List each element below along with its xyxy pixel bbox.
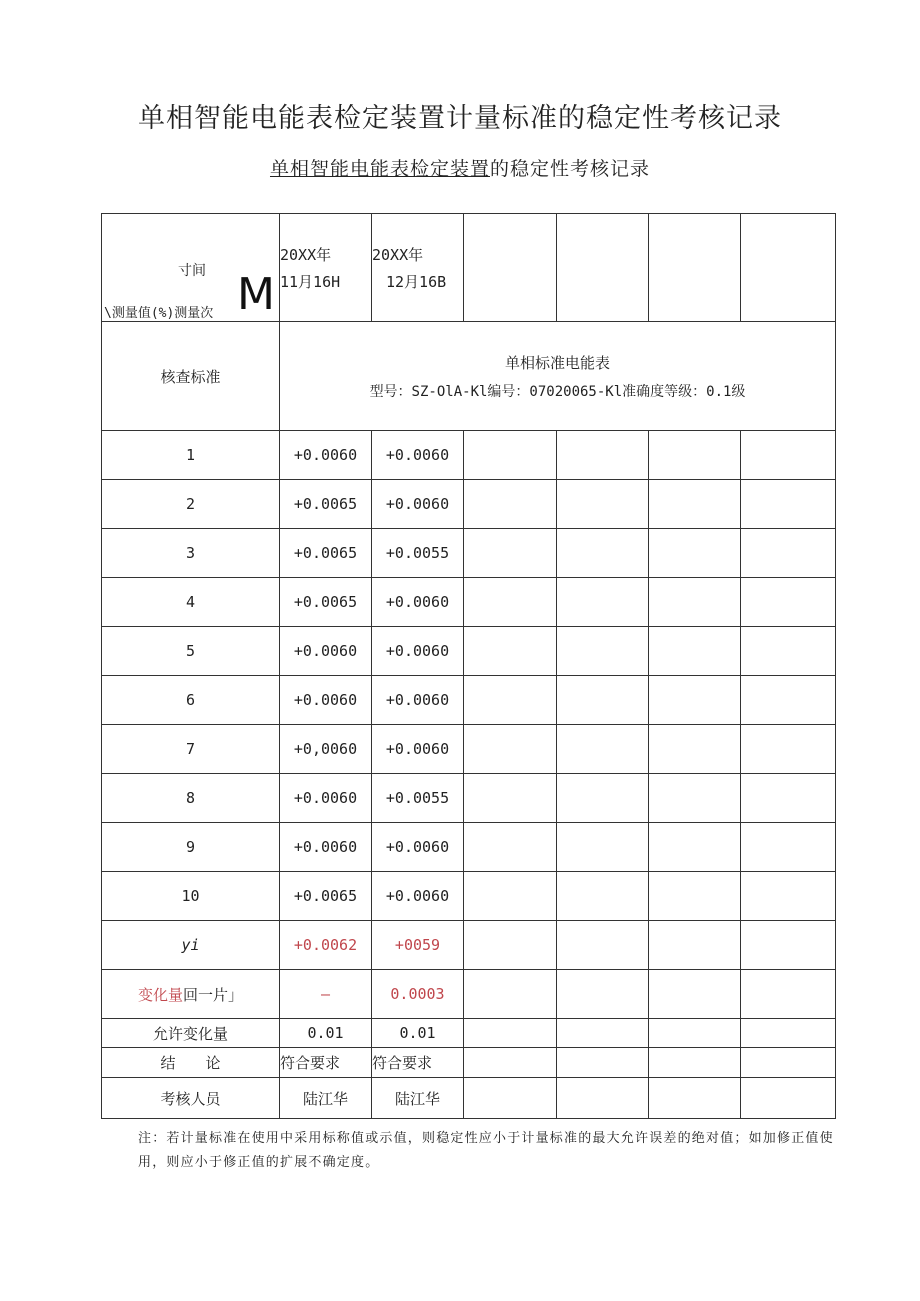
page-subtitle xyxy=(0,154,920,181)
row-number: 6 xyxy=(102,676,280,725)
value-cell: +0.0065 xyxy=(280,529,372,578)
date-cell-1 xyxy=(280,214,372,322)
change-value-2: 0.0003 xyxy=(372,970,464,1019)
value-cell: +0.0065 xyxy=(280,872,372,921)
value-cell: +0.0060 xyxy=(372,872,464,921)
table-row xyxy=(102,529,836,578)
value-cell: +0.0060 xyxy=(372,627,464,676)
footnote: 注：若计量标准在使用中采用标称值或示值，则稳定性应小于计量标准的最大允许误差的绝对值；如加修正值使用，则应小于修正值的扩展不确定度。 xyxy=(138,1131,834,1170)
standard-spec: 型号：SZ-OlA-Kl编号：07020065-Kl准确度等级：0.1级 xyxy=(369,383,746,400)
conclusion-value-1: 符合要求 xyxy=(280,1048,372,1078)
header-corner-cell xyxy=(102,214,280,322)
empty-cell xyxy=(741,214,836,322)
staff-row xyxy=(102,1078,836,1119)
mean-value-1: +0.0062 xyxy=(280,921,372,970)
row-number: 3 xyxy=(102,529,280,578)
value-cell: +0.0060 xyxy=(280,774,372,823)
standard-description xyxy=(280,322,836,431)
value-cell: +0.0065 xyxy=(280,578,372,627)
value-cell: +0.0060 xyxy=(280,823,372,872)
mean-value-2: +0059 xyxy=(372,921,464,970)
date-cell-2 xyxy=(372,214,464,322)
standard-label: 核查标准 xyxy=(102,322,280,431)
table-row xyxy=(102,627,836,676)
value-cell: +0.0060 xyxy=(280,431,372,480)
date-1-year: 20XX年 xyxy=(280,245,332,264)
value-cell: +0,0060 xyxy=(280,725,372,774)
conclusion-value-2: 符合要求 xyxy=(372,1048,464,1078)
table-row xyxy=(102,431,836,480)
value-cell: +0.0065 xyxy=(280,480,372,529)
allowed-value-1: 0.01 xyxy=(280,1019,372,1048)
table-row xyxy=(102,578,836,627)
staff-value-1: 陆江华 xyxy=(280,1078,372,1119)
change-value-1: — xyxy=(280,970,372,1019)
change-label-red: 变化量 xyxy=(137,985,183,1004)
empty-cell xyxy=(464,214,557,322)
big-mark: M xyxy=(237,269,275,320)
standard-row xyxy=(102,322,836,431)
row-number: 10 xyxy=(102,872,280,921)
row-number: 2 xyxy=(102,480,280,529)
measure-label: \测量值(%)测量次 xyxy=(104,306,214,321)
value-cell: +0.0060 xyxy=(372,431,464,480)
value-cell: +0.0060 xyxy=(372,823,464,872)
value-cell: +0.0060 xyxy=(280,676,372,725)
allowed-value-2: 0.01 xyxy=(372,1019,464,1048)
date-2-day: 12月16B xyxy=(386,272,447,291)
value-cell: +0.0060 xyxy=(372,725,464,774)
header-row xyxy=(102,214,836,322)
mean-row xyxy=(102,921,836,970)
conclusion-label: 结 论 xyxy=(102,1048,280,1078)
subtitle-rest: 的稳定性考核记录 xyxy=(490,158,651,180)
table-row xyxy=(102,676,836,725)
value-cell: +0.0060 xyxy=(372,676,464,725)
change-label xyxy=(102,970,280,1019)
table-row xyxy=(102,872,836,921)
stability-record-table xyxy=(101,213,836,1119)
change-row xyxy=(102,970,836,1019)
row-number: 5 xyxy=(102,627,280,676)
table-row xyxy=(102,774,836,823)
mean-label: yi xyxy=(102,921,280,970)
allowed-row xyxy=(102,1019,836,1048)
row-number: 8 xyxy=(102,774,280,823)
row-number: 1 xyxy=(102,431,280,480)
value-cell: +0.0055 xyxy=(372,529,464,578)
date-2-year: 20XX年 xyxy=(372,245,424,264)
value-cell: +0.0055 xyxy=(372,774,464,823)
empty-cell xyxy=(649,214,741,322)
value-cell: +0.0060 xyxy=(280,627,372,676)
change-label-rest: 回一片」 xyxy=(183,985,244,1004)
conclusion-row xyxy=(102,1048,836,1078)
row-number: 4 xyxy=(102,578,280,627)
standard-name: 单相标准电能表 xyxy=(504,353,610,372)
row-number: 9 xyxy=(102,823,280,872)
time-label: 寸间 xyxy=(178,263,206,279)
staff-value-2: 陆江华 xyxy=(372,1078,464,1119)
empty-cell xyxy=(557,214,649,322)
staff-label: 考核人员 xyxy=(102,1078,280,1119)
page-title: 单相智能电能表检定装置计量标准的稳定性考核记录 xyxy=(138,103,782,134)
subtitle-device: 单相智能电能表检定装置 xyxy=(269,158,490,180)
allowed-label: 允许变化量 xyxy=(102,1019,280,1048)
table-row xyxy=(102,823,836,872)
value-cell: +0.0060 xyxy=(372,578,464,627)
row-number: 7 xyxy=(102,725,280,774)
date-1-day: 11月16H xyxy=(280,272,341,291)
value-cell: +0.0060 xyxy=(372,480,464,529)
table-row xyxy=(102,725,836,774)
table-row xyxy=(102,480,836,529)
